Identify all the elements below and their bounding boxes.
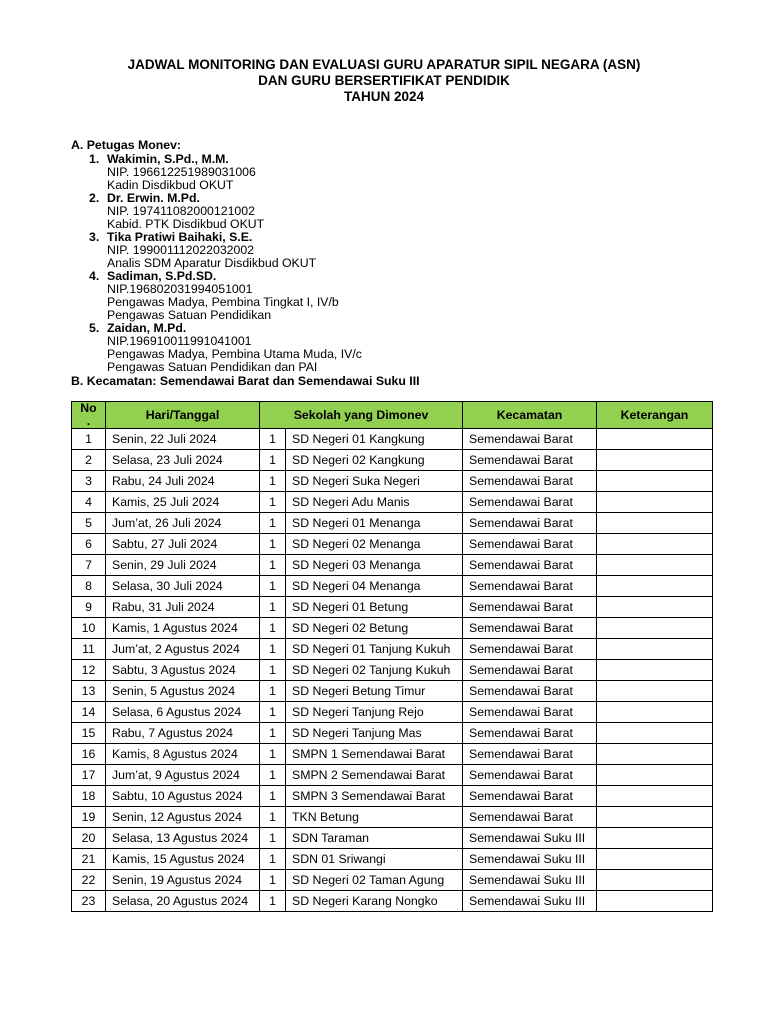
cell-school: SMPN 2 Semendawai Barat: [286, 765, 463, 786]
cell-day: Selasa, 13 Agustus 2024: [106, 828, 260, 849]
section-b-label: Kecamatan: Semendawai Barat dan Semendawai Suku III: [86, 374, 420, 388]
cell-district: Semendawai Suku III: [463, 849, 597, 870]
officer-name: Dr. Erwin. M.Pd.: [107, 191, 200, 205]
cell-day: Sabtu, 27 Juli 2024: [106, 534, 260, 555]
officer-number: 2.: [89, 191, 100, 205]
title-line-2: DAN GURU BERSERTIFIKAT PENDIDIK: [258, 73, 510, 88]
cell-school: SD Negeri 01 Menanga: [286, 513, 463, 534]
section-a-heading: [71, 139, 181, 152]
table-row: [72, 681, 713, 702]
cell-day: Senin, 12 Agustus 2024: [106, 807, 260, 828]
cell-qty: 1: [260, 828, 286, 849]
cell-district: Semendawai Barat: [463, 492, 597, 513]
cell-no: 1: [72, 429, 106, 450]
header-note: Keterangan: [597, 402, 713, 429]
cell-district: Semendawai Barat: [463, 807, 597, 828]
cell-district: Semendawai Barat: [463, 534, 597, 555]
cell-day: Selasa, 6 Agustus 2024: [106, 702, 260, 723]
cell-note: [597, 576, 713, 597]
cell-qty: 1: [260, 786, 286, 807]
cell-school: SD Negeri Betung Timur: [286, 681, 463, 702]
table-row: [72, 786, 713, 807]
officer-detail: NIP. 197411082000121002: [107, 204, 255, 218]
officer-item: [89, 322, 362, 374]
table-row: [72, 429, 713, 450]
cell-no: 21: [72, 849, 106, 870]
cell-qty: 1: [260, 534, 286, 555]
cell-no: 11: [72, 639, 106, 660]
cell-note: [597, 765, 713, 786]
table-row: [72, 534, 713, 555]
cell-day: Senin, 5 Agustus 2024: [106, 681, 260, 702]
cell-day: Selasa, 23 Juli 2024: [106, 450, 260, 471]
cell-school: SD Negeri Tanjung Rejo: [286, 702, 463, 723]
table-row: [72, 660, 713, 681]
cell-qty: 1: [260, 576, 286, 597]
cell-qty: 1: [260, 765, 286, 786]
cell-note: [597, 618, 713, 639]
officer-number: 3.: [89, 230, 100, 244]
cell-no: 2: [72, 450, 106, 471]
cell-district: Semendawai Barat: [463, 744, 597, 765]
cell-note: [597, 639, 713, 660]
cell-no: 7: [72, 555, 106, 576]
cell-school: SD Negeri 02 Kangkung: [286, 450, 463, 471]
cell-day: Kamis, 1 Agustus 2024: [106, 618, 260, 639]
section-a-marker: A.: [71, 138, 84, 152]
officer-detail: Kadin Disdikbud OKUT: [107, 178, 234, 192]
cell-school: SD Negeri 01 Betung: [286, 597, 463, 618]
cell-day: Rabu, 7 Agustus 2024: [106, 723, 260, 744]
officer-detail: Pengawas Madya, Pembina Utama Muda, IV/c: [107, 347, 362, 361]
cell-district: Semendawai Barat: [463, 555, 597, 576]
cell-district: Semendawai Barat: [463, 450, 597, 471]
cell-school: SD Negeri 02 Menanga: [286, 534, 463, 555]
cell-no: 16: [72, 744, 106, 765]
cell-no: 22: [72, 870, 106, 891]
cell-note: [597, 660, 713, 681]
officer-list: [89, 153, 362, 374]
officer-name: Wakimin, S.Pd., M.M.: [107, 152, 229, 166]
cell-note: [597, 555, 713, 576]
officer-name: Sadiman, S.Pd.SD.: [107, 269, 217, 283]
cell-note: [597, 513, 713, 534]
cell-note: [597, 807, 713, 828]
cell-district: Semendawai Barat: [463, 513, 597, 534]
table-row: [72, 450, 713, 471]
cell-school: SD Negeri Adu Manis: [286, 492, 463, 513]
cell-qty: 1: [260, 597, 286, 618]
cell-day: Kamis, 8 Agustus 2024: [106, 744, 260, 765]
cell-no: 10: [72, 618, 106, 639]
schedule-body: [72, 429, 713, 912]
header-district: Kecamatan: [463, 402, 597, 429]
cell-day: Senin, 29 Juli 2024: [106, 555, 260, 576]
cell-day: Sabtu, 3 Agustus 2024: [106, 660, 260, 681]
cell-district: Semendawai Suku III: [463, 891, 597, 912]
header-no-label: No .: [80, 401, 97, 428]
cell-qty: 1: [260, 744, 286, 765]
document-title: [0, 57, 768, 105]
cell-note: [597, 723, 713, 744]
officer-detail: NIP.196802031994051001: [107, 282, 253, 296]
officer-name: Tika Pratiwi Baihaki, S.E.: [107, 230, 253, 244]
header-school: Sekolah yang Dimonev: [260, 402, 463, 429]
cell-no: 4: [72, 492, 106, 513]
cell-qty: 1: [260, 639, 286, 660]
table-row: [72, 513, 713, 534]
cell-no: 5: [72, 513, 106, 534]
cell-district: Semendawai Barat: [463, 681, 597, 702]
table-row: [72, 723, 713, 744]
cell-no: 14: [72, 702, 106, 723]
officer-item: [89, 270, 362, 322]
officer-detail: Analis SDM Aparatur Disdikbud OKUT: [107, 256, 317, 270]
cell-note: [597, 450, 713, 471]
cell-no: 15: [72, 723, 106, 744]
officer-number: 1.: [89, 152, 100, 166]
cell-day: Senin, 22 Juli 2024: [106, 429, 260, 450]
cell-note: [597, 744, 713, 765]
cell-qty: 1: [260, 660, 286, 681]
officer-item: [89, 231, 362, 270]
cell-no: 9: [72, 597, 106, 618]
cell-district: Semendawai Barat: [463, 702, 597, 723]
table-row: [72, 765, 713, 786]
table-header-row: [72, 402, 713, 429]
cell-no: 8: [72, 576, 106, 597]
cell-school: SDN 01 Sriwangi: [286, 849, 463, 870]
cell-qty: 1: [260, 492, 286, 513]
cell-note: [597, 870, 713, 891]
table-row: [72, 870, 713, 891]
cell-day: Jum’at, 26 Juli 2024: [106, 513, 260, 534]
table-row: [72, 576, 713, 597]
officer-number: 4.: [89, 269, 100, 283]
cell-school: TKN Betung: [286, 807, 463, 828]
cell-qty: 1: [260, 450, 286, 471]
table-row: [72, 828, 713, 849]
cell-district: Semendawai Barat: [463, 660, 597, 681]
cell-note: [597, 891, 713, 912]
cell-note: [597, 786, 713, 807]
table-row: [72, 618, 713, 639]
table-row: [72, 891, 713, 912]
section-b-heading: [71, 375, 420, 388]
section-a-label: Petugas Monev:: [86, 138, 182, 152]
cell-qty: 1: [260, 849, 286, 870]
cell-day: Kamis, 25 Juli 2024: [106, 492, 260, 513]
cell-no: 3: [72, 471, 106, 492]
cell-note: [597, 429, 713, 450]
cell-qty: 1: [260, 870, 286, 891]
cell-district: Semendawai Barat: [463, 765, 597, 786]
cell-qty: 1: [260, 723, 286, 744]
officer-detail: Pengawas Satuan Pendidikan: [107, 308, 272, 322]
cell-school: SMPN 3 Semendawai Barat: [286, 786, 463, 807]
table-row: [72, 471, 713, 492]
cell-school: SDN Taraman: [286, 828, 463, 849]
cell-district: Semendawai Barat: [463, 723, 597, 744]
cell-qty: 1: [260, 807, 286, 828]
cell-district: Semendawai Suku III: [463, 828, 597, 849]
schedule-table: [71, 401, 713, 912]
cell-day: Jum’at, 2 Agustus 2024: [106, 639, 260, 660]
cell-school: SD Negeri 02 Taman Agung: [286, 870, 463, 891]
cell-qty: 1: [260, 618, 286, 639]
cell-school: SD Negeri Tanjung Mas: [286, 723, 463, 744]
cell-qty: 1: [260, 702, 286, 723]
cell-note: [597, 597, 713, 618]
cell-qty: 1: [260, 555, 286, 576]
cell-school: SMPN 1 Semendawai Barat: [286, 744, 463, 765]
cell-note: [597, 849, 713, 870]
cell-note: [597, 702, 713, 723]
title-line-3: TAHUN 2024: [343, 89, 425, 104]
cell-district: Semendawai Barat: [463, 639, 597, 660]
officer-detail: NIP. 199001112022032002: [107, 243, 255, 257]
officer-item: [89, 153, 362, 192]
officer-detail: Pengawas Satuan Pendidikan dan PAI: [107, 360, 318, 374]
cell-note: [597, 492, 713, 513]
cell-qty: 1: [260, 681, 286, 702]
cell-note: [597, 828, 713, 849]
cell-district: Semendawai Barat: [463, 597, 597, 618]
cell-district: Semendawai Barat: [463, 618, 597, 639]
cell-day: Selasa, 30 Juli 2024: [106, 576, 260, 597]
cell-district: Semendawai Barat: [463, 576, 597, 597]
title-line-1: JADWAL MONITORING DAN EVALUASI GURU APARATUR SIPIL NEGARA (ASN): [127, 57, 641, 72]
cell-school: SD Negeri 02 Tanjung Kukuh: [286, 660, 463, 681]
cell-day: Jum’at, 9 Agustus 2024: [106, 765, 260, 786]
cell-no: 18: [72, 786, 106, 807]
cell-day: Rabu, 24 Juli 2024: [106, 471, 260, 492]
cell-school: SD Negeri 04 Menanga: [286, 576, 463, 597]
header-day: Hari/Tanggal: [106, 402, 260, 429]
table-row: [72, 849, 713, 870]
cell-school: SD Negeri 02 Betung: [286, 618, 463, 639]
table-row: [72, 492, 713, 513]
cell-note: [597, 681, 713, 702]
header-no: [72, 402, 106, 429]
cell-qty: 1: [260, 429, 286, 450]
cell-qty: 1: [260, 471, 286, 492]
cell-district: Semendawai Barat: [463, 429, 597, 450]
cell-no: 19: [72, 807, 106, 828]
cell-note: [597, 471, 713, 492]
cell-district: Semendawai Barat: [463, 471, 597, 492]
officer-item: [89, 192, 362, 231]
cell-district: Semendawai Barat: [463, 786, 597, 807]
cell-no: 17: [72, 765, 106, 786]
cell-no: 23: [72, 891, 106, 912]
officer-detail: NIP.196910011991041001: [107, 334, 252, 348]
officer-detail: Pengawas Madya, Pembina Tingkat I, IV/b: [107, 295, 339, 309]
table-row: [72, 639, 713, 660]
cell-day: Senin, 19 Agustus 2024: [106, 870, 260, 891]
cell-school: SD Negeri Karang Nongko: [286, 891, 463, 912]
table-row: [72, 597, 713, 618]
cell-note: [597, 534, 713, 555]
table-row: [72, 807, 713, 828]
table-row: [72, 555, 713, 576]
cell-school: SD Negeri 03 Menanga: [286, 555, 463, 576]
cell-school: SD Negeri 01 Kangkung: [286, 429, 463, 450]
cell-no: 20: [72, 828, 106, 849]
table-row: [72, 702, 713, 723]
officer-number: 5.: [89, 321, 100, 335]
cell-school: SD Negeri Suka Negeri: [286, 471, 463, 492]
cell-no: 6: [72, 534, 106, 555]
cell-school: SD Negeri 01 Tanjung Kukuh: [286, 639, 463, 660]
section-b-marker: B.: [71, 374, 84, 388]
officer-detail: Kabid. PTK Disdikbud OKUT: [107, 217, 265, 231]
cell-district: Semendawai Suku III: [463, 870, 597, 891]
cell-qty: 1: [260, 891, 286, 912]
cell-no: 12: [72, 660, 106, 681]
cell-day: Sabtu, 10 Agustus 2024: [106, 786, 260, 807]
cell-day: Selasa, 20 Agustus 2024: [106, 891, 260, 912]
officer-detail: NIP. 196612251989031006: [107, 165, 256, 179]
cell-no: 13: [72, 681, 106, 702]
cell-day: Kamis, 15 Agustus 2024: [106, 849, 260, 870]
cell-qty: 1: [260, 513, 286, 534]
cell-day: Rabu, 31 Juli 2024: [106, 597, 260, 618]
officer-name: Zaidan, M.Pd.: [107, 321, 187, 335]
table-row: [72, 744, 713, 765]
